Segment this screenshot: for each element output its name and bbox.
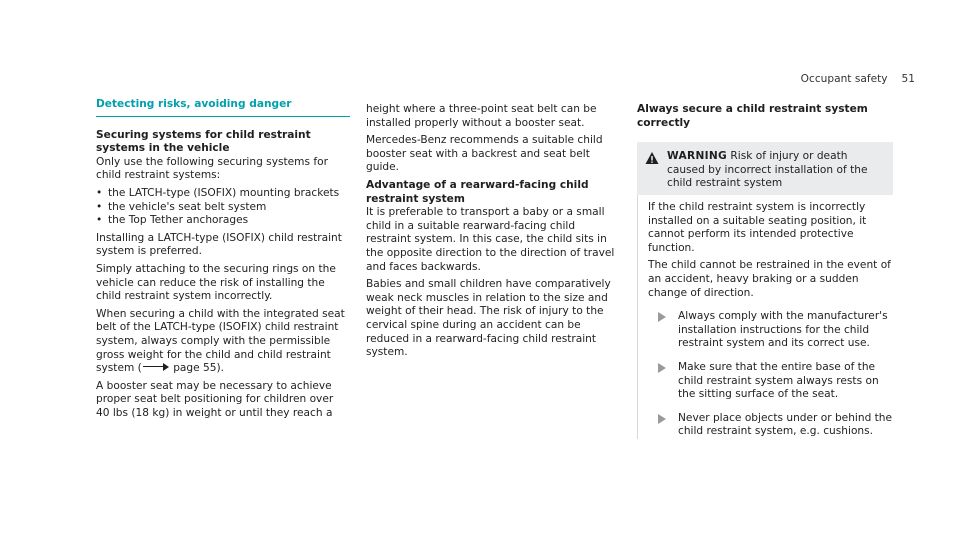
paragraph-text: When securing a child with the integrated seat belt of the LATCH-type (ISOFIX) child restraint system, always comply with the permissible gross weight for the child and child restraint system ( xyxy=(96,307,345,375)
instruction-step xyxy=(658,412,893,439)
page-header xyxy=(801,73,915,87)
step-text: Make sure that the entire base of the child restraint system always rests on the sitting surface of the seat. xyxy=(678,360,879,401)
warning-triangle-icon xyxy=(645,151,659,165)
paragraph: It is preferable to transport a baby or a small child in a suitable rearward-facing child restraint system. In this case, the child sits in the opposite direction to the direction of travel and faces backwards. xyxy=(366,206,615,273)
page-reference-link[interactable]: page 55 xyxy=(173,362,217,375)
step-arrow-icon xyxy=(658,312,666,322)
step-text: Always comply with the manufacturer's installation instructions for the child restraint system and its correct use. xyxy=(678,310,888,350)
section-title: Occupant safety xyxy=(800,73,888,85)
list-item: • the Top Tether anchorages xyxy=(96,214,350,228)
warning-content xyxy=(667,150,885,191)
paragraph-with-reference xyxy=(96,308,350,376)
list-item: • the vehicle's seat belt system xyxy=(96,201,350,215)
warning-body xyxy=(637,195,893,439)
warning-label: WARNING xyxy=(667,150,728,163)
subheading-securing-systems: Securing systems for child restraint systems in the vehicle xyxy=(96,128,311,155)
paragraph: The child cannot be restrained in the event of an accident, heavy braking or a sudden change of direction. xyxy=(648,259,891,299)
section-heading: Detecting risks, avoiding danger xyxy=(96,98,350,117)
paragraph: Installing a LATCH-type (ISOFIX) child restraint system is preferred. xyxy=(96,231,342,258)
paragraph-text-end: ). xyxy=(216,362,225,375)
column-3 xyxy=(637,103,893,439)
paragraph: Babies and small children have comparatively weak neck muscles in relation to the size and weight of their head. The risk of injury to the cervical spine during an accident can be reduced in a rearward-facing child restraint system. xyxy=(366,278,611,359)
paragraph: height where a three-point seat belt can be installed properly without a booster seat. xyxy=(366,103,597,129)
paragraph: If the child restraint system is incorrectly installed on a suitable seating position, it cannot perform its intended protective function. xyxy=(648,200,867,254)
column-2 xyxy=(366,103,622,364)
page-number: 51 xyxy=(901,73,915,85)
step-arrow-icon xyxy=(658,414,666,424)
paragraph: Simply attaching to the securing rings on the vehicle can reduce the risk of installing the child restraint system incorrectly. xyxy=(96,262,336,303)
instruction-step xyxy=(658,310,893,351)
paragraph: Mercedes-Benz recommends a suitable child booster seat with a backrest and seat belt guide. xyxy=(366,134,603,174)
subheading-rearward-facing: Advantage of a rearward-facing child restraint system xyxy=(366,178,589,205)
list-item: • the LATCH-type (ISOFIX) mounting brackets xyxy=(96,187,350,201)
subheading-secure-correctly: Always secure a child restraint system correctly xyxy=(637,103,868,129)
paragraph: A booster seat may be necessary to achieve proper seat belt positioning for children over 40 lbs (18 kg) in weight or until they reach a xyxy=(96,379,334,419)
instruction-step xyxy=(658,361,893,402)
column-1 xyxy=(96,98,350,424)
arrow-right-icon xyxy=(142,362,170,372)
securing-systems-list xyxy=(96,187,350,228)
step-text: Never place objects under or behind the child restraint system, e.g. cushions. xyxy=(678,411,893,438)
intro-text: Only use the following securing systems for child restraint systems: xyxy=(96,155,328,182)
step-arrow-icon xyxy=(658,363,666,373)
warning-box xyxy=(637,142,893,195)
warning-text: Risk of injury or death caused by incorrect installation of the child restraint system xyxy=(667,150,868,190)
